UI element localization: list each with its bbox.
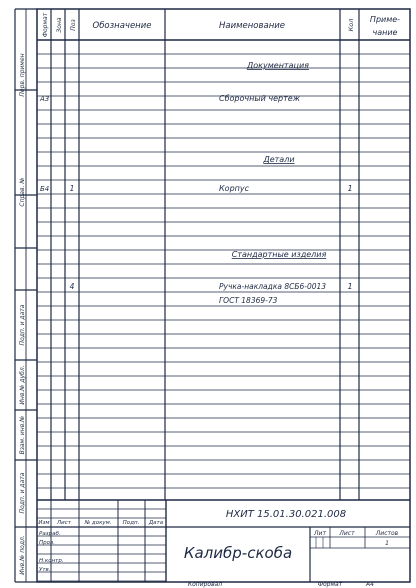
- tb-label: Лит: [314, 530, 326, 537]
- col-header-zone: Зона: [56, 17, 63, 33]
- section-heading: Стандартные изделия: [231, 250, 327, 259]
- col-header-qty: Кол: [347, 18, 355, 32]
- margin-label: Подп. и дата: [19, 472, 26, 514]
- col-header-designation: Обозначение: [92, 21, 152, 31]
- row-pos: 4: [69, 282, 75, 291]
- col-header-pos: Поз: [70, 19, 77, 31]
- tb-label: Листов: [375, 530, 399, 537]
- tb-label: Лист: [57, 520, 71, 526]
- margin-label: Взам. инв.№: [19, 415, 26, 455]
- tb-label: Изм: [38, 520, 50, 526]
- tb-label: Лист: [339, 530, 355, 537]
- section-heading: Документация: [247, 61, 309, 70]
- tb-label: № докум.: [84, 520, 112, 526]
- margin-label: Подп. и дата: [19, 304, 26, 346]
- tb-value: 1: [385, 540, 389, 547]
- row-qty: 1: [347, 282, 353, 291]
- footer-format: Формат: [317, 581, 343, 588]
- row-qty: 1: [347, 184, 353, 193]
- row-format: А3: [40, 95, 50, 103]
- tb-label: Пров.: [39, 540, 55, 546]
- col-header-name: Наименование: [218, 21, 286, 31]
- col-header-note: Приме-: [369, 15, 401, 24]
- row-name: Ручка-накладка 8СБ6-0013: [219, 282, 327, 291]
- tb-label: Утв.: [39, 567, 51, 573]
- footer-format-value: А4: [366, 581, 374, 588]
- margin-label: Перв. примен: [19, 53, 26, 97]
- tb-label: Дата: [148, 520, 164, 526]
- margin-label: Инв.№ дубл.: [19, 365, 26, 405]
- row-name: Сборочный чертеж: [219, 94, 300, 103]
- col-header-format: Формат: [42, 12, 49, 38]
- tb-label: Разраб.: [39, 531, 61, 537]
- margin-label: Инв.№ подл.: [19, 535, 26, 575]
- row-name: ГОСТ 18369-73: [219, 296, 278, 305]
- row-format: Б4: [40, 185, 50, 193]
- document-code: НХИТ 15.01.30.021.008: [225, 509, 347, 520]
- footer-copied: Копировал: [187, 581, 223, 588]
- tb-label: Подп.: [122, 520, 140, 526]
- tb-label: Н.контр.: [39, 558, 64, 564]
- row-name: Корпус: [219, 184, 250, 193]
- document-title: Калибр-скоба: [183, 544, 293, 562]
- margin-label: Справ. №: [19, 177, 26, 207]
- col-header-note: чание: [372, 28, 398, 37]
- section-heading: Детали: [263, 155, 295, 164]
- row-pos: 1: [69, 184, 75, 193]
